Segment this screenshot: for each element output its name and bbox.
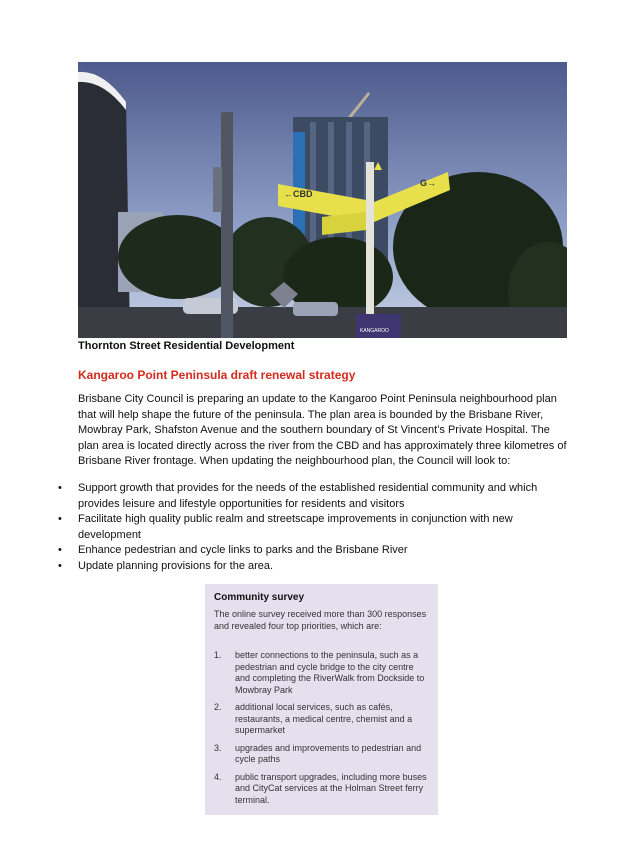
street-scene-illustration <box>78 62 567 338</box>
list-item <box>214 650 428 696</box>
item-text: better connections to the peninsula, such as a pedestrian and cycle bridge to the city centre and completing the RiverWalk from Dockside to Mowbray Park <box>235 650 425 695</box>
left-tower <box>78 72 130 338</box>
goals-list <box>52 481 552 574</box>
list-item <box>52 543 552 559</box>
item-number: 1. <box>214 650 222 660</box>
list-item <box>214 743 428 766</box>
list-item-text: Support growth that provides for the needs of the established residential community and which provides leisure and lifestyle opportunities for residents and visitors <box>78 482 538 510</box>
bullet-icon: • <box>58 513 62 525</box>
intro-paragraph: Brisbane City Council is preparing an update to the Kangaroo Point Peninsula neighbourhood plan that will help shape the future of the peninsula. The plan area is bounded by the Brisbane River, Mowbray Park, Shafston Avenue and the southern boundary of St Vincent’s Private Hospital. The plan area is located directly across the river from the CBD and has approximately three kilometres of Brisbane River frontage. When updating the neighbourhood plan, the Council will look to: <box>78 393 567 467</box>
item-number: 4. <box>214 771 222 782</box>
item-number: 3. <box>214 742 222 753</box>
bullet-icon: • <box>58 559 62 572</box>
signpost <box>366 162 374 338</box>
item-text: public transport upgrades, including more buses and CityCat services at the Holman Street ferry terminal. <box>235 771 427 805</box>
direction-sign-left-label: ←CBD <box>284 189 313 199</box>
list-item <box>214 702 428 737</box>
survey-lead: The online survey received more than 300 responses and revealed four top priorities, which are: <box>214 609 427 631</box>
section-heading: Kangaroo Point Peninsula draft renewal strategy <box>78 368 356 382</box>
purple-banner-label: KANGAROO <box>360 328 389 334</box>
community-survey-box <box>205 584 438 815</box>
item-text: additional local services, such as cafés, restaurants, a medical centre, chemist and a supermarket <box>235 702 413 735</box>
street-pole <box>221 112 233 338</box>
list-item-text: Facilitate high quality public realm and streetscape improvements in conjunction with new development <box>78 513 513 541</box>
list-item-text: Enhance pedestrian and cycle links to parks and the Brisbane River <box>78 544 408 556</box>
photo-caption: Thornton Street Residential Development <box>78 340 295 352</box>
bullet-icon: • <box>58 482 62 494</box>
direction-sign-right-label: G→ <box>420 178 437 188</box>
trees-left <box>118 215 238 299</box>
list-item <box>52 512 552 543</box>
item-number: 2. <box>214 702 222 712</box>
list-item <box>52 481 552 512</box>
list-item-text: Update planning provisions for the area. <box>78 559 274 572</box>
purple-banner <box>356 314 401 338</box>
bullet-icon: • <box>58 544 62 556</box>
list-item <box>52 559 552 575</box>
list-item <box>214 772 428 807</box>
street-photo <box>78 62 567 338</box>
survey-priorities-list <box>214 650 428 812</box>
survey-title: Community survey <box>214 592 305 603</box>
item-text: upgrades and improvements to pedestrian and cycle paths <box>235 742 422 764</box>
